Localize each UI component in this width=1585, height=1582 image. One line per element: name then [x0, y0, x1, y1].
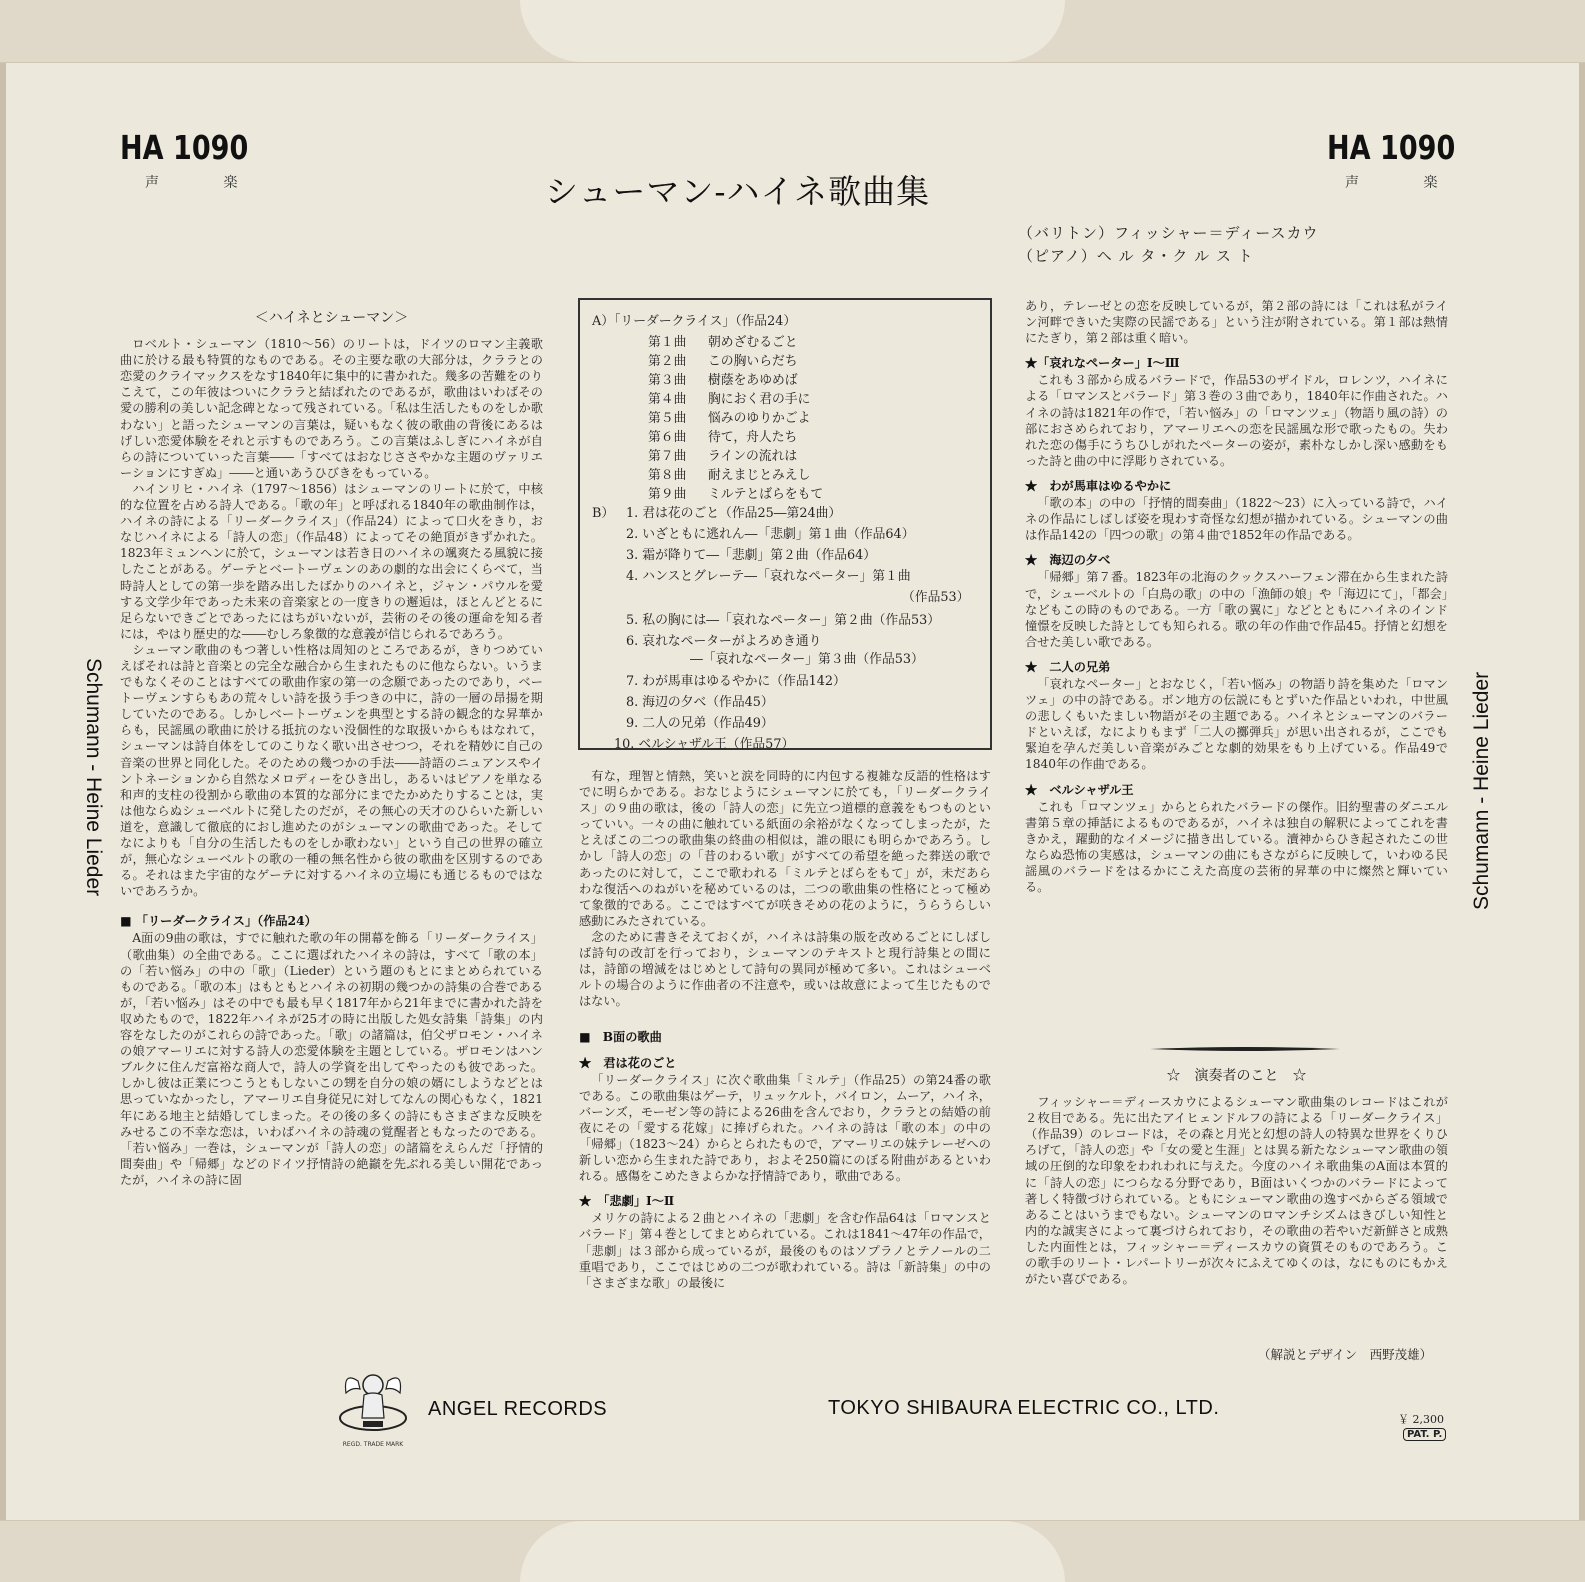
- side-a-track-number: 第１曲: [648, 335, 687, 350]
- side-a-track-number: 第４曲: [648, 392, 687, 407]
- side-a-track-title: この胸いらだち: [708, 354, 798, 369]
- label-toshiba: TOKYO SHIBAURA ELECTRIC CO., LTD.: [828, 1397, 1220, 1419]
- side-b-track: 6. 哀れなペーターがよろめき通り: [626, 634, 822, 649]
- side-b-track: 9. 二人の兄弟（作品49）: [626, 716, 774, 731]
- side-a-track-number: 第９曲: [648, 487, 687, 502]
- side-b-track: 2. いざともに逃れん―「悲劇」第１曲（作品64）: [626, 527, 915, 542]
- section-heading-side-b: ■ B面の歌曲: [579, 1030, 662, 1045]
- side-a-track-number: 第８曲: [648, 468, 687, 483]
- song-heading: ★ ベルシャザル王: [1025, 782, 1134, 797]
- catalog-number-right: HA 1090: [1327, 128, 1456, 167]
- side-a-track-number: 第５曲: [648, 411, 687, 426]
- essay-paragraph: 念のために書きそえておくが，ハイネは詩集の版を改めるごとにしばしば詩句の改訂を行っており，シューマンのテキストと現行詩集との間には，詩節の増減をはじめとして詩句の異同が極めて多い。これはシューベルトの場合のように作曲者の不注意や，或いは故意によって生じたものではない。: [579, 929, 991, 1009]
- top-band: [0, 0, 1585, 63]
- essay-paragraph: ロベルト・シューマン（1810〜56）のリートは，ドイツのロマン主義歌曲に於ける最も特質的なものである。その主要な歌の大部分は，クララとの恋愛のクライマックスをなす1840年に集中的に書かれた。幾多の苦難をのりこえて，この年彼はついにクララと結ばれたのであるが，歌曲はいわばその愛の勝利の美しい記念碑となって残されている。「私は生活したものをしか歌わない」と語ったシューマンの言葉は，疑いもなく彼の歌曲の背後にあるはげしい恋愛体験をそれと示すものであろう。この言葉はふしぎにハイネが自らの詩についていった言葉――「すべてはおなじささやかな主題のヴァリエーションにすぎぬ」――と通いあうひびきをもっている。: [120, 337, 543, 480]
- side-a-label: A）「リーダークライス」（作品24）: [592, 314, 797, 329]
- essay-paragraph: A面の9曲の歌は，すでに触れた歌の年の開幕を飾る「リーダークライス」（歌曲集）の全曲である。ここに選ばれたハイネの詩は，すべて「歌の本」の「若い悩み」の中の「歌」（Lieder）という題のもとにまとめられているものである。「歌の本」はもともとハイネの初期の幾つかの詩集の合巻であるが，「若い悩み」はその中でも最も早く1817年から21年までに書かれた詩を収めたもので，1822年ハイネが25才の時に出版した処女詩集「詩集」の内容をなしたのがこれらの詩であった。「歌」の諸篇は，伯父ザロモン・ハイネの娘アマーリエに対する詩人の恋愛体験を主題としている。ザロモンはハンブルクに住んだ富裕な商人で，詩人の学資を出してやったのも彼であった。しかし彼は正業につこうともしないこの甥を自分の娘の婿にしようなどとは思っていなかったし，アマーリエ自身従兄に対してなんの関心もなく，1821年にある地主と結婚してしまった。その後の多くの詩にもさまざまな反映をみせるこの不幸な恋は，いわばハイネの詩魂の覚醒者ともなったのである。「若い悩み」一巻は，シューマンが「詩人の恋」の諸篇をえらんだ「抒情的間奏曲」や「帰郷」などのドイツ抒情詩の絶巓を先ぶれる美しい開花であったが，ハイネの詩に固: [120, 931, 543, 1187]
- side-a-track-title: 胸におく君の手に: [708, 392, 811, 407]
- side-b-track: 3. 霜が降りて―「悲劇」第２曲（作品64）: [626, 548, 877, 563]
- side-a-track-title: ラインの流れは: [708, 449, 798, 464]
- right-edge: [1579, 0, 1585, 1582]
- catalog-number-left: HA 1090: [120, 128, 249, 167]
- song-heading: ★ 「悲劇」Ⅰ〜Ⅱ: [579, 1194, 675, 1209]
- album-title: シューマン-ハイネ歌曲集: [545, 172, 931, 211]
- side-a-track-number: 第３曲: [648, 373, 687, 388]
- ornament-divider: [1150, 1045, 1340, 1053]
- performer-baritone: （バリトン）フィッシャー＝ディースカウ: [1018, 224, 1319, 242]
- song-heading: ★ 海辺の夕べ: [1025, 553, 1111, 568]
- side-a-track-title: 悩みのゆりかごよ: [708, 411, 811, 426]
- song-description: 「帰郷」第７番。1823年の北海のクックスハーフェン滞在から生まれた詩で，シューベルトの「白鳥の歌」の中の「漁師の娘」や「海辺にて」，「都会」などもこの時のものである。一方「歌の翼に」などとともにハイネのインド憧憬を反映した詩としても知られる。歌の年の作曲で作品45。抒情と幻想を合せた美しい歌である。: [1025, 570, 1448, 649]
- credit-line: （解説とデザイン 西野茂雄）: [1258, 1347, 1433, 1362]
- side-b-track: （作品53）: [902, 590, 970, 605]
- side-b-track: 10. ベルシャザル王（作品57）: [614, 737, 795, 752]
- side-b-track: 1. 君は花のごと（作品25―第24曲）: [626, 506, 842, 521]
- left-edge: [0, 0, 6, 1582]
- side-b-track: 4. ハンスとグレーテ―「哀れなペーター」第１曲: [626, 569, 911, 584]
- tracklist-box: [578, 298, 992, 750]
- essay-paragraph: シューマン歌曲のもつ著しい性格は周知のところであるが，きりつめていえばそれは詩と音楽との完全な融合から生まれたものに他ならない。いうまでもなくそのことはすべての歌曲作家の第一の念願であったのであり，ベートーヴェンすらもあの荒々しい詩を扱う手つきの中に，詩の一層の昂揚を期していたのである。しかしベートーヴェンを典型とする詩の観念的な昇華からも，民謡風の歌曲に於ける抵抗のない没個性的な取扱いからもはなれて，シューマンは詩自体をしてのこりなく歌い出させつつ，それを精妙に自己の音楽の世界と同化した。そのための幾つかの手法――詩語のニュアンスやイントネーションから自然なメロディーをひき出し，あるいはピアノを単なる和声的支柱の役割から歌曲の本質的な部分にまでたかめたりすることは，実は他ならぬシューベルトに発したのだが，その無心の天才のひらいた新しい道を，意識して徹底的におし進めたのがシューマンの歌曲であった。そしてなによりも「自分の生活したものをしか歌わない」という自己の世界の確立が，無心なシューベルトの歌の一種の無名性から彼の歌曲を区別するのである。それはまた宇宙的なゲーテに対するハイネの立場にも通じるものではないであろうか。: [120, 642, 543, 899]
- essay-heading: ＜ハイネとシューマン＞: [254, 310, 409, 326]
- side-b-track: ―「哀れなペーター」第３曲（作品53）: [690, 652, 924, 667]
- side-a-track-title: 樹蔭をあゆめば: [708, 373, 798, 388]
- angel-logo-icon: [338, 1363, 408, 1438]
- side-b-label: B）: [592, 506, 615, 521]
- essay-column-right: [1025, 298, 1448, 895]
- essay-column-middle: [579, 768, 991, 1291]
- side-a-track-title: 耐えまじとみえし: [708, 468, 811, 483]
- genre-left: 声 楽: [145, 175, 268, 191]
- song-description: これも「ロマンツェ」からとられたバラードの傑作。旧約聖書のダニエル書第５章の挿話によるものであるが，ハイネは独自の解釈によってこれを書きかえ，躍動的なイメージに描き出している。瀆神からひき起されたこの世ならぬ恐怖の実感は，シューマンの曲にもさながらに反映して，いわゆる民謡風のバラードをはるかにこえた高度の芸術的昇華の中に燦然と輝いている。: [1025, 799, 1448, 895]
- side-a-track-number: 第２曲: [648, 354, 687, 369]
- song-description: 「リーダークライス」に次ぐ歌曲集「ミルテ」（作品25）の第24番の歌である。この歌曲集はゲーテ，リュッケルト，バイロン，ムーア，ハイネ，バーンズ，モーゼン等の詩による26曲を含んでおり，クララとの結婚の前夜にその「愛する花嫁」に捧げられた。ハイネの詩は「歌の本」の中の「帰郷」（1823〜24）からとられたもので，アマーリエの妹テレーゼへの新しい恋から生まれた詩であり，およそ250篇にのぼる附曲があるといわれる。感傷をこめたきよらかな抒情詩であり，歌曲である。: [579, 1072, 991, 1184]
- side-a-track-title: 朝めざむるごと: [708, 335, 798, 350]
- spine-title-left: Schumann - Heine Lieder: [82, 658, 105, 897]
- side-b-track: 5. 私の胸には―「哀れなペーター」第２曲（作品53）: [626, 613, 941, 628]
- essay-column-left: [120, 310, 543, 1188]
- essay-paragraph: 有な，理智と情熱，笑いと涙を同時的に内包する複雑な反語的性格はすでに明らかである。おなじようにシューマンに於ても，「リーダークライス」の９曲の歌は，後の「詩人の恋」に先立つ道標的意義をもつものといっていい。一々の曲に触れている紙面の余裕がなくなってしまったが，たとえばこの二つの歌曲集の終曲の相似は，誰の眼にも明らかであろう。しかし「詩人の恋」の「昔のわるい歌」がすべての希望を絶った葬送の歌であったのに対して，ここで歌われる「ミルテとばらをもて」が，未だあらわな復活へのねがいを秘めているのは，二つの歌曲集の性格にとって極めて象徴的である。ここではすべてが咲きそめの花のように，うらうらしい感動にみたされている。: [579, 769, 991, 928]
- side-b-track: 8. 海辺の夕べ（作品45）: [626, 695, 774, 710]
- section-heading-liederkreis: ■ 「リーダークライス」（作品24）: [120, 914, 317, 929]
- patent-mark: PAT. P.: [1403, 1428, 1446, 1441]
- side-a-track-number: 第７曲: [648, 449, 687, 464]
- performers-paragraph: フィッシャー＝ディースカウによるシューマン歌曲集のレコードはこれが２枚目である。先に出たアイヒェンドルフの詩による「リーダークライス」（作品39）のレコードは，その森と月光と幻想の詩人の特異な世界をくりひろげて，「詩人の恋」や「女の愛と生涯」とは異る新たなシューマン歌曲の領域の圧倒的な印象をわれわれに与えた。今度のハイネ歌曲集のA面は本質的に「詩人の恋」につらなる分野であり，B面はいくつかのバラードによって著しく特徴づけられている。ともにシューマン歌曲の逸すべからざる領域であることはいうまでもない。シューマンのロマンチシズムはきびしい知性と内的な誠実さによって裏づけられており，その歌曲の若やいだ新鮮さと成熟した内面性とは，フィッシャー＝ディースカウの資質そのものであろう。この歌手のリート・レパートリーが次々にふえてゆくのは，なにものにもかえがたい喜びである。: [1025, 1095, 1448, 1287]
- price: ￥ 2,300: [1398, 1413, 1444, 1426]
- logo-trademark: REGD. TRADE MARK: [342, 1441, 404, 1448]
- performer-piano: （ピアノ）ヘ ル タ・ク ル ス ト: [1018, 247, 1254, 265]
- label-angel-records: ANGEL RECORDS: [428, 1398, 608, 1420]
- side-a-track-number: 第６曲: [648, 430, 687, 445]
- performers-heading: ☆ 演奏者のこと ☆: [1166, 1068, 1307, 1084]
- song-description: これも３部から成るバラードで，作品53のザイドル，ロレンツ，ハイネによる「ロマンスとバラード」第３巻の３曲であり，1840年に作曲された。ハイネの詩は1821年の作で，「若い悩み」の「ロマンツェ」（物語り風の詩）の部におさめられており，アマーリエへの恋を民謡風な形で歌ったもの。失われた恋の傷手にうちひしがれたペーターの姿が，素朴なしかし深い感動をもった詩と曲の中に浮彫りされている。: [1025, 373, 1448, 468]
- side-b-track: 7. わが馬車はゆるやかに（作品142）: [626, 674, 846, 689]
- song-description: 「歌の本」の中の「抒情的間奏曲」（1822〜23）に入っている詩で，ハイネの作品にしばしば姿を現わす奇怪な幻想が描かれている。シューマンの曲は作品142の「四つの歌」の第４曲で1852年の作品である。: [1025, 496, 1448, 543]
- performers-section: [1025, 1068, 1448, 1287]
- side-a-track-title: ミルテとばらをもて: [708, 487, 824, 502]
- essay-paragraph: あり，テレーゼとの恋を反映しているが，第２部の詩には「これは私がライン河畔できいた実際の民謡である」という注が附されている。第１部は熱情にたぎり，第２部は重く暗い。: [1025, 299, 1448, 346]
- spine-title-right: Schumann - Heine Lieder: [1470, 671, 1493, 910]
- song-heading: ★「哀れなペーター」Ⅰ〜Ⅲ: [1025, 356, 1180, 371]
- song-heading: ★ 君は花のごと: [579, 1055, 677, 1070]
- song-description: メリケの詩による２曲とハイネの「悲劇」を含む作品64は「ロマンスとバラード」第４巻としてまとめられている。これは1841〜47年の作品で，「悲劇」は３部から成っているが，最後のものはソプラノとテノールの二重唱であり，ここではじめの二つが歌われている。詩は「新詩集」の中の「さまざまな歌」の最後に: [579, 1211, 991, 1290]
- song-heading: ★ わが馬車はゆるやかに: [1025, 478, 1172, 493]
- side-a-track-title: 待て，舟人たち: [708, 430, 798, 445]
- bottom-band: [0, 1520, 1585, 1582]
- essay-paragraph: ハインリヒ・ハイネ（1797〜1856）はシューマンのリートに於て，中核的な位置を占める詩人である。「歌の年」と呼ばれる1840年の歌曲制作は，ハイネの詩による「リーダークライス」（作品24）によって口火をきり，おなじハイネによる「詩人の恋」（作品48）によってその絶頂がきずかれた。1823年ミュンヘンに於て，シューマンは若き日のハイネの颯爽たる風貌に接したことがある。ゲーテとベートーヴェンのあの劇的な出会にくらべて，当時詩人としての第一歩を踏み出したばかりのハイネと，ジャン・パウルを愛する文学少年であった未来の音楽家との一度きりの邂逅は，ほとんどとるに足らないできごとであったにはちがいないが，芸術のその後の運命を知る者には，やはり歴史的な――むしろ象徴的な意義が信じられるであろう。: [120, 481, 543, 641]
- song-heading: ★ 二人の兄弟: [1025, 659, 1111, 674]
- song-description: 「哀れなペーター」とおなじく，「若い悩み」の物語り詩を集めた「ロマンツェ」の中の詩である。ボン地方の伝説にもとずいた作品といわれ，中世風の悲しくもいたましい物語がその主題である。ハイネとシューマンのバラードといえば，なによりもまず「二人の擲弾兵」が思い出されるが，ここでも緊迫を孕んだ美しい音楽がみごとな劇的効果をもり上げている。作品49で1840年の作曲である。: [1025, 676, 1448, 772]
- genre-right: 声 楽: [1345, 175, 1468, 191]
